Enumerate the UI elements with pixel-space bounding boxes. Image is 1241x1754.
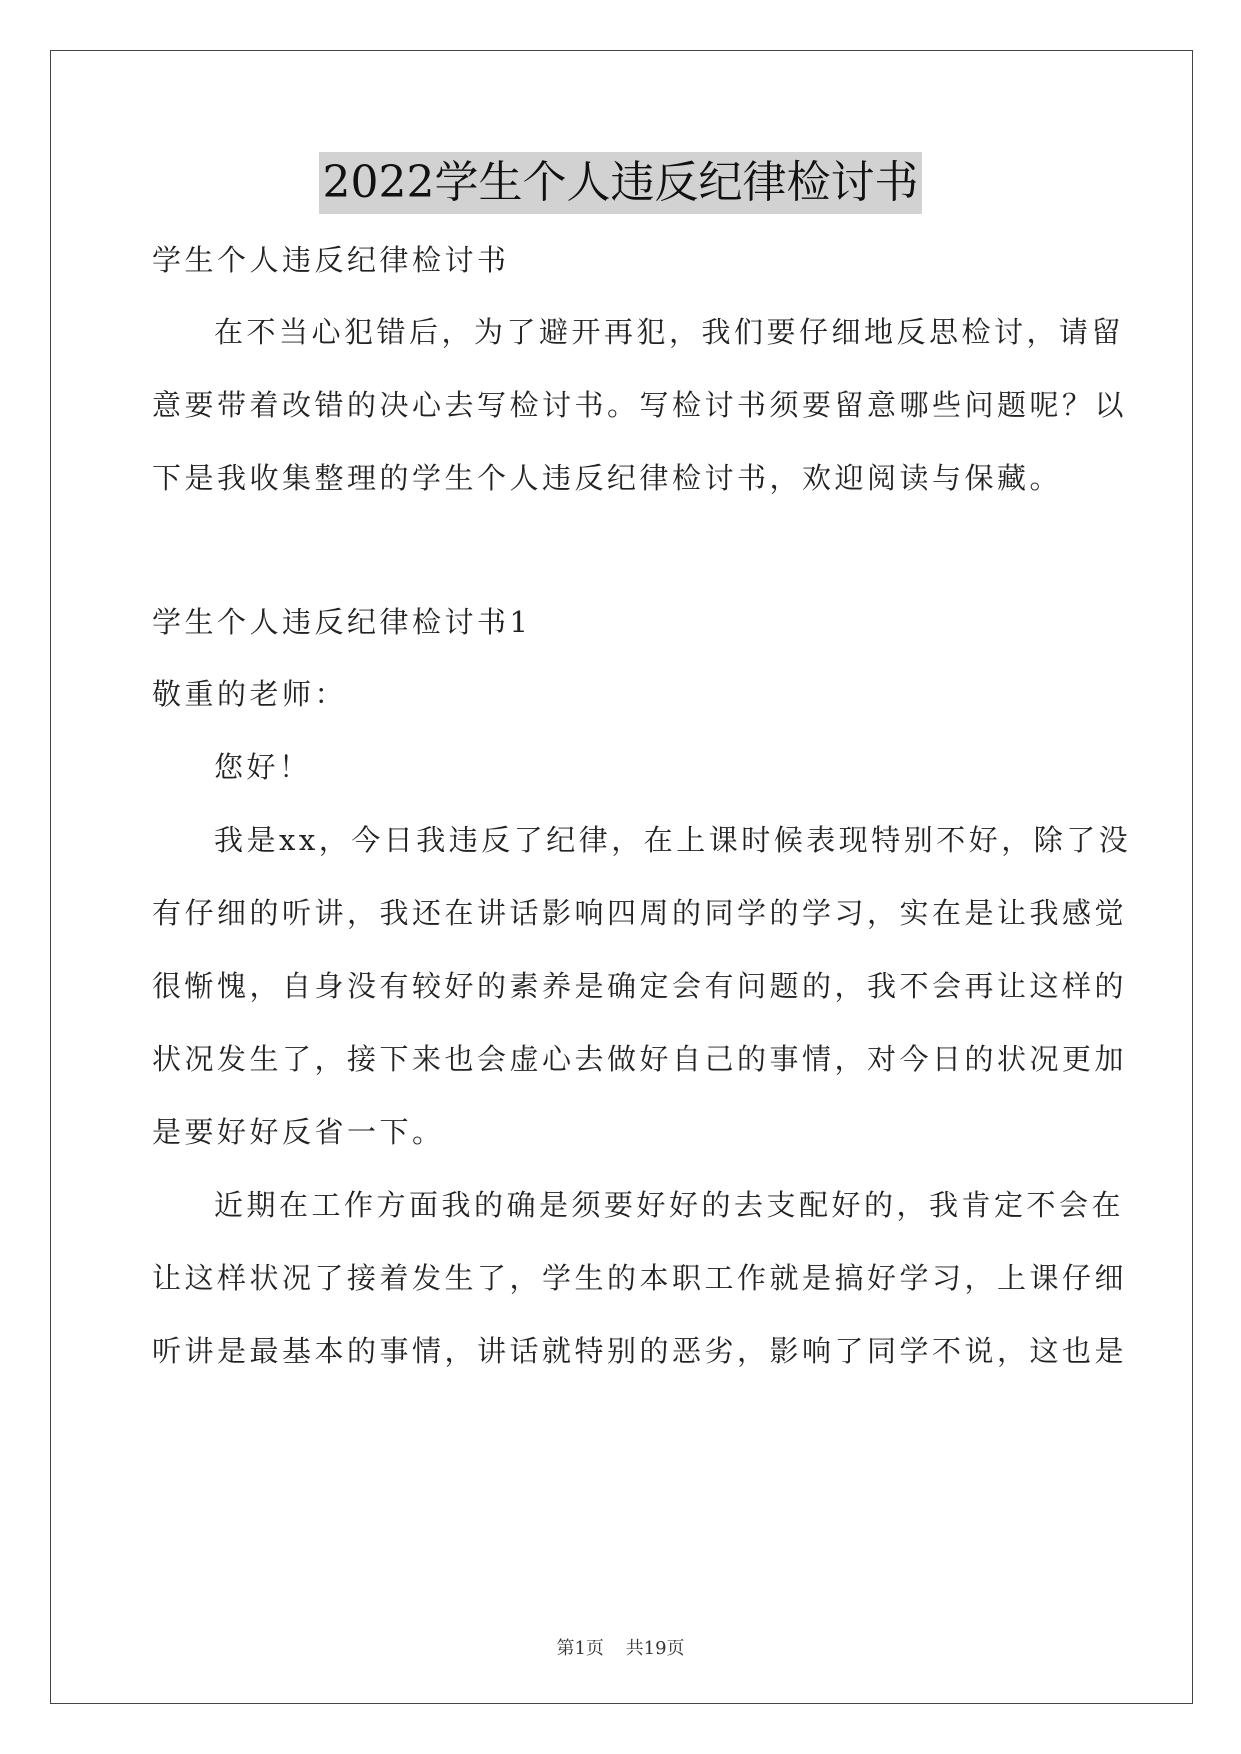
paragraph-line: 有仔细的听讲，我还在讲话影响四周的同学的学习，实在是让我感觉	[152, 896, 1128, 930]
section-heading: 学生个人违反纪律检讨书1	[152, 605, 532, 639]
paragraph-line: 意要带着改错的决心去写检讨书。写检讨书须要留意哪些问题呢？以	[152, 388, 1128, 422]
page-border	[50, 50, 1193, 1704]
page-footer	[0, 1634, 1241, 1660]
paragraph-line: 很惭愧，自身没有较好的素养是确定会有问题的，我不会再让这样的	[152, 969, 1128, 1003]
paragraph-line: 在不当心犯错后，为了避开再犯，我们要仔细地反思检讨，请留	[214, 315, 1125, 349]
salutation: 敬重的老师：	[152, 677, 348, 711]
paragraph-line: 状况发生了，接下来也会虚心去做好自己的事情，对今日的状况更加	[152, 1042, 1128, 1076]
section-heading: 学生个人违反纪律检讨书	[152, 243, 510, 277]
title-wrap	[0, 152, 1241, 214]
paragraph-line: 下是我收集整理的学生个人违反纪律检讨书，欢迎阅读与保藏。	[152, 461, 1063, 495]
page-total: 共19页	[625, 1638, 685, 1659]
paragraph-line: 让这样状况了接着发生了，学生的本职工作就是搞好学习，上课仔细	[152, 1261, 1128, 1295]
document-title: 2022学生个人违反纪律检讨书	[319, 152, 923, 214]
greeting: 您好！	[214, 750, 312, 784]
paragraph-line: 我是xx，今日我违反了纪律，在上课时候表现特别不好，除了没	[214, 823, 1132, 857]
paragraph-line: 听讲是最基本的事情，讲话就特别的恶劣，影响了同学不说，这也是	[152, 1334, 1128, 1368]
paragraph-line: 近期在工作方面我的确是须要好好的去支配好的，我肯定不会在	[214, 1188, 1125, 1222]
page-number: 第1页	[556, 1638, 604, 1659]
paragraph-line: 是要好好反省一下。	[152, 1115, 445, 1149]
